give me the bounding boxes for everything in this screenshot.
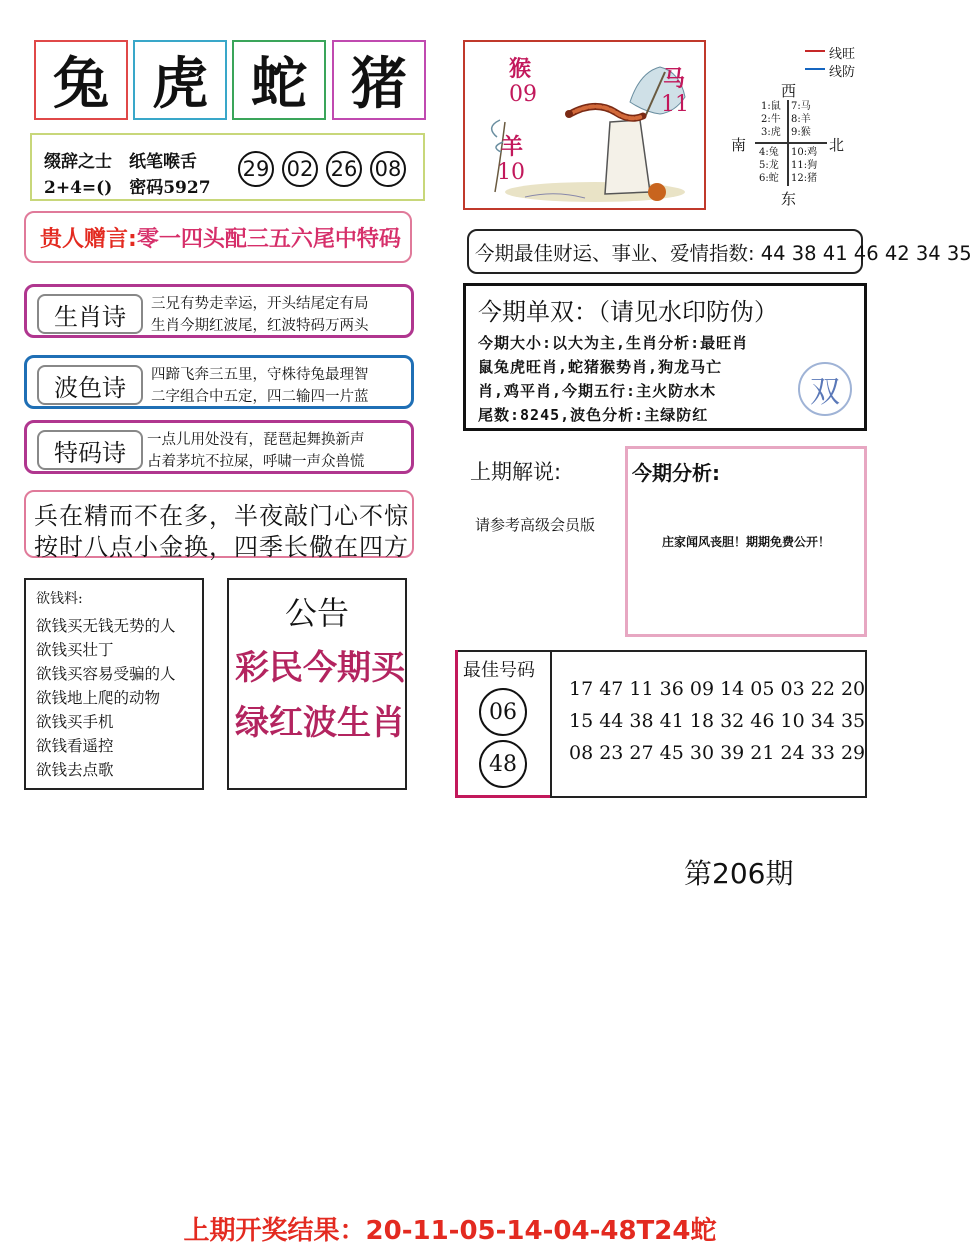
want-money-box — [24, 578, 204, 790]
best-pick: 06 — [479, 688, 527, 736]
odd-even-line: 鼠兔虎旺肖,蛇猪猴势肖,狗龙马亡 — [478, 358, 723, 376]
password-line-2: 2+4=() 密码5927 — [44, 178, 211, 198]
zodiac-char: 猪 — [351, 51, 407, 117]
compass-west: 西 — [781, 82, 797, 100]
odd-even-line: 今期大小:以大为主,生肖分析:最旺肖 — [478, 334, 749, 352]
numbers-row: 17 47 11 36 09 14 05 03 22 20 — [569, 678, 866, 700]
compass-quadrant — [791, 100, 811, 139]
want-money-item: 欲钱地上爬的动物 — [36, 689, 161, 707]
poem-label: 生肖诗 — [37, 294, 143, 334]
notice-box — [227, 578, 407, 790]
password-number: 08 — [370, 151, 406, 187]
watermark-stamp: 双 — [798, 362, 852, 416]
zodiac-picture — [463, 40, 706, 210]
slogan-line: 按时八点小金换，四季长儆在四方 — [34, 533, 409, 561]
password-box — [30, 133, 425, 201]
analysis-box — [625, 446, 867, 637]
odd-even-line: 尾数:8245,波色分析:主绿防红 — [478, 406, 709, 424]
zodiac-char: 蛇 — [251, 51, 307, 117]
poem-line: 一点儿用处没有，琵琶起舞换新声 — [147, 432, 365, 448]
want-money-item: 欲钱买无钱无势的人 — [36, 617, 176, 635]
compass-entry: 12:猪 — [791, 173, 818, 184]
poem-label: 波色诗 — [37, 365, 143, 405]
compass-entry: 2:牛 — [761, 114, 781, 125]
gift-text: 零一四头配三五六尾中特码 — [136, 226, 401, 252]
picture-number: 09 — [509, 82, 537, 107]
compass-east: 东 — [781, 190, 797, 208]
compass-diagram — [725, 40, 885, 215]
notice-title: 公告 — [284, 594, 349, 632]
zodiac-char: 兔 — [53, 51, 109, 117]
compass-quadrant — [761, 100, 781, 139]
poem-line: 生肖今期红波尾，红波特码万两头 — [151, 318, 369, 334]
compass-entry: 5:龙 — [759, 160, 779, 171]
period-number: 第206期 — [684, 857, 794, 890]
notice-line: 绿红波生肖 — [235, 703, 405, 743]
special-poem — [24, 420, 414, 474]
compass-hline — [755, 142, 827, 144]
zodiac-poem — [24, 284, 414, 338]
compass-entry: 10:鸡 — [791, 147, 818, 158]
zodiac-box-1 — [34, 40, 128, 120]
poem-line: 占着茅坑不拉屎，呼啸一声众兽慌 — [147, 454, 365, 470]
picture-label: 羊 — [501, 134, 524, 160]
odd-even-box — [463, 283, 867, 431]
compass-entry: 4:兔 — [759, 147, 779, 158]
password-number: 29 — [238, 151, 274, 187]
picture-number: 11 — [661, 92, 689, 117]
zodiac-box-4 — [332, 40, 426, 120]
best-numbers-title: 最佳号码 — [463, 660, 535, 681]
odd-even-line: 肖,鸡平肖,今期五行:主火防水木 — [478, 382, 717, 400]
compass-quadrant — [759, 146, 779, 185]
picture-label: 猴 — [509, 56, 532, 82]
fortune-index: 今期最佳财运、事业、爱情指数: 44 38 41 46 42 34 35 — [467, 229, 863, 274]
poem-line: 四蹄飞奔三五里，守株待兔最理智 — [151, 367, 369, 383]
numbers-row: 08 23 27 45 30 39 21 24 33 29 — [569, 742, 866, 764]
last-period-text: 请参考高级会员版 — [475, 516, 596, 534]
password-number: 26 — [326, 151, 362, 187]
last-period-title: 上期解说: — [470, 460, 562, 484]
analysis-text: 庄家闻风丧胆！期期免费公开！ — [661, 535, 830, 549]
legend-label: 线旺 — [829, 47, 856, 62]
best-numbers-box — [455, 650, 867, 798]
last-result: 上期开奖结果：20-11-05-14-04-48T24蛇 — [183, 1216, 717, 1246]
color-poem — [24, 355, 414, 409]
slogan-line: 兵在精而不在多，半夜敲门心不惊 — [34, 502, 409, 530]
gift-label: 贵人赠言: — [40, 226, 137, 252]
zodiac-box-2 — [133, 40, 227, 120]
analysis-title: 今期分析: — [632, 461, 720, 485]
poem-label: 特码诗 — [37, 430, 143, 470]
compass-south: 南 — [731, 136, 747, 154]
want-money-item: 欲钱买手机 — [36, 713, 114, 731]
numbers-row: 15 44 38 41 18 32 46 10 34 35 — [569, 710, 866, 732]
best-numbers-left — [457, 652, 552, 798]
compass-north: 北 — [829, 136, 845, 154]
poem-line: 二字组合中五定，四二输四一片蓝 — [151, 389, 369, 405]
password-number: 02 — [282, 151, 318, 187]
compass-quadrant — [791, 146, 817, 185]
compass-entry: 6:蛇 — [759, 173, 779, 184]
compass-entry: 9:猴 — [791, 127, 811, 138]
password-line-1: 缀辞之士 纸笔喉舌 — [44, 152, 197, 172]
best-pick: 48 — [479, 740, 527, 788]
compass-entry: 11:狗 — [791, 160, 818, 171]
want-money-item: 欲钱买容易受骗的人 — [36, 665, 176, 683]
poem-line: 三兄有势走幸运，开头结尾定有局 — [151, 296, 369, 312]
picture-label: 马 — [663, 66, 686, 92]
picture-number: 10 — [497, 160, 525, 185]
odd-even-title: 今期单双：（请见水印防伪） — [478, 298, 778, 326]
want-money-item: 欲钱去点歌 — [36, 761, 114, 779]
zodiac-box-3 — [232, 40, 326, 120]
legend-red-line — [805, 50, 825, 52]
gift-words-box — [24, 211, 412, 263]
notice-line: 彩民今期买 — [235, 648, 405, 688]
compass-entry: 7:马 — [791, 101, 811, 112]
want-money-item: 欲钱买壮丁 — [36, 641, 114, 659]
zodiac-char: 虎 — [152, 51, 208, 117]
compass-entry: 8:羊 — [791, 114, 811, 125]
compass-entry: 3:虎 — [761, 127, 781, 138]
legend-label: 线防 — [829, 65, 856, 80]
slogan-box — [24, 490, 414, 561]
want-money-item: 欲钱看遥控 — [36, 737, 114, 755]
compass-entry: 1:鼠 — [761, 101, 781, 112]
want-money-title: 欲钱料: — [36, 591, 83, 607]
legend-blue-line — [805, 68, 825, 70]
